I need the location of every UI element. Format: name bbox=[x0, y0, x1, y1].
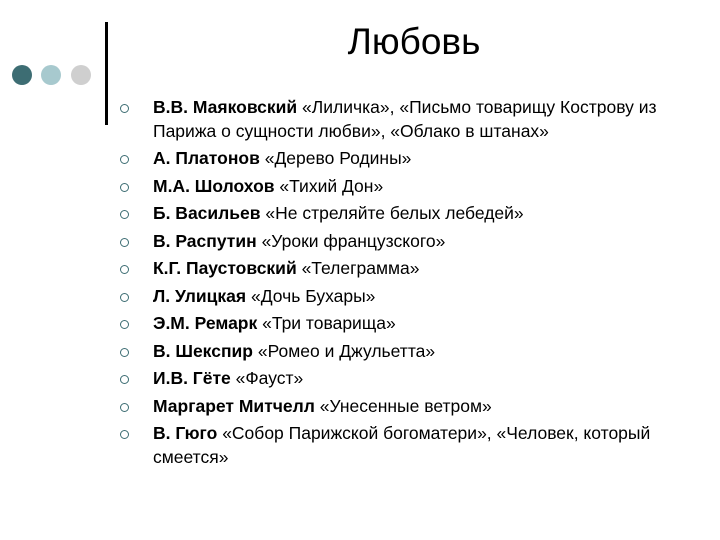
author-name: В. Распутин bbox=[153, 230, 257, 251]
work-titles: «Тихий Дон» bbox=[279, 175, 384, 196]
decorative-dot-dark bbox=[12, 65, 32, 85]
bullet-icon bbox=[120, 320, 129, 329]
list-item bbox=[120, 422, 716, 469]
list-item bbox=[120, 257, 716, 281]
work-titles: «Лиличка», «Письмо товарищу Кострову из Парижа о сущности любви», «Облако в штанах» bbox=[153, 97, 657, 141]
author-name: Б. Васильев bbox=[153, 203, 261, 223]
bullet-icon bbox=[120, 104, 129, 113]
work-titles: «Не стреляйте белых лебедей» bbox=[265, 203, 524, 223]
author-name: Э.М. Ремарк bbox=[153, 313, 258, 333]
author-name: М.А. Шолохов bbox=[153, 175, 275, 196]
work-titles: «Три товарища» bbox=[262, 313, 396, 333]
list-item bbox=[120, 312, 716, 336]
author-name: В. Гюго bbox=[153, 423, 218, 443]
list-item bbox=[120, 367, 716, 391]
decorative-dot-grey bbox=[71, 65, 91, 85]
bullet-icon bbox=[120, 210, 129, 219]
author-name: Л. Улицкая bbox=[153, 285, 247, 306]
bullet-icon bbox=[120, 375, 129, 384]
list-item bbox=[120, 175, 716, 199]
author-name: А. Платонов bbox=[153, 148, 260, 168]
author-name: В. Шекспир bbox=[153, 340, 253, 361]
author-name: Маргарет Митчелл bbox=[153, 395, 315, 416]
bullet-icon bbox=[120, 348, 129, 357]
list-item bbox=[120, 96, 716, 143]
work-titles: «Дерево Родины» bbox=[264, 148, 412, 168]
bullet-icon bbox=[120, 155, 129, 164]
bullet-icon bbox=[120, 183, 129, 192]
work-titles: «Дочь Бухары» bbox=[251, 285, 376, 306]
work-titles: «Уроки французского» bbox=[261, 230, 446, 251]
bullet-icon bbox=[120, 238, 129, 247]
list-item bbox=[120, 230, 716, 254]
author-name: К.Г. Паустовский bbox=[153, 258, 297, 278]
work-titles: «Ромео и Джульетта» bbox=[257, 340, 436, 361]
list-item bbox=[120, 395, 716, 419]
list-item bbox=[120, 202, 716, 226]
work-titles: «Унесенные ветром» bbox=[319, 395, 492, 416]
book-list bbox=[120, 96, 716, 473]
work-titles: «Фауст» bbox=[235, 368, 304, 388]
bullet-icon bbox=[120, 403, 129, 412]
list-item bbox=[120, 285, 716, 309]
author-name: В.В. Маяковский bbox=[153, 97, 298, 117]
work-titles: «Телеграмма» bbox=[301, 258, 420, 278]
author-name: И.В. Гёте bbox=[153, 368, 231, 388]
bullet-icon bbox=[120, 293, 129, 302]
bullet-icon bbox=[120, 430, 129, 439]
list-item bbox=[120, 340, 716, 364]
work-titles: «Собор Парижской богоматери», «Человек, который смеется» bbox=[153, 423, 651, 467]
list-item bbox=[120, 147, 716, 171]
decorative-dot-light bbox=[41, 65, 61, 85]
slide-title: Любовь bbox=[347, 21, 481, 62]
bullet-icon bbox=[120, 265, 129, 274]
